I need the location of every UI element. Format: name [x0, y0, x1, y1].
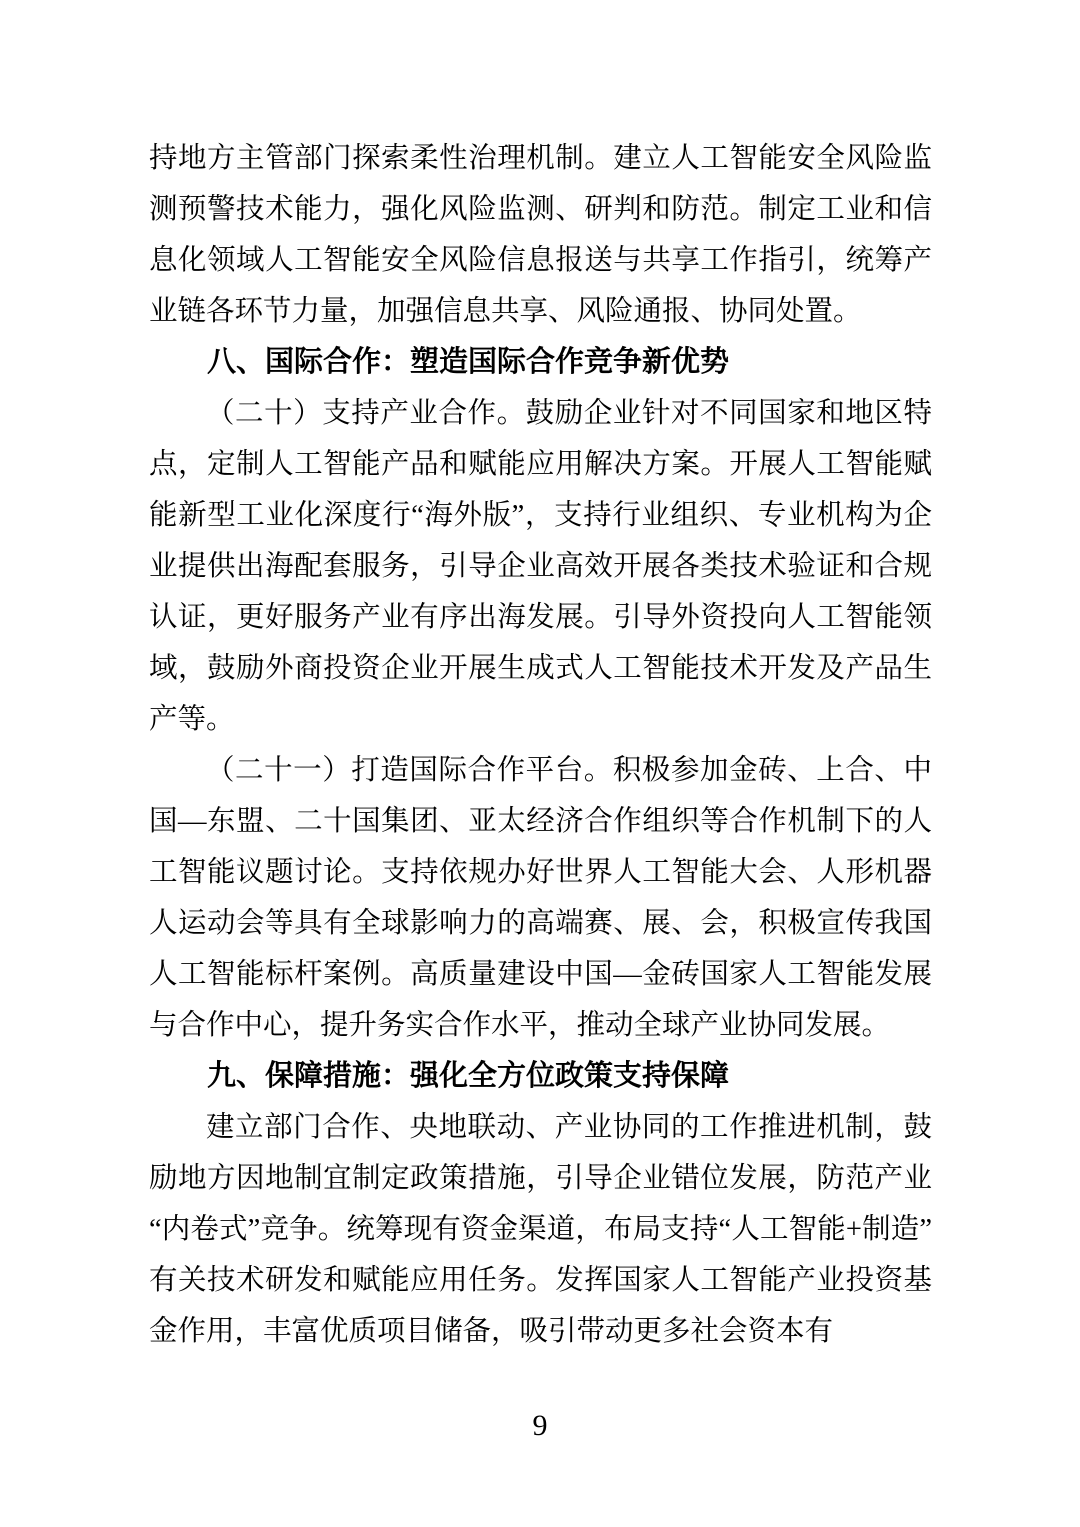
text-column: [149, 133, 932, 1357]
section-heading-9-safeguard-measures: 九、保障措施：强化全方位政策支持保障: [207, 1060, 730, 1092]
paragraph-item-21: （二十一）打造国际合作平台。积极参加金砖、上合、中国—东盟、二十国集团、亚太经济合作组织等合作机制下的人工智能议题讨论。支持依规办好世界人工智能大会、人形机器人运动会等具有全球影响力的高端赛、展、会，积极宣传我国人工智能标杆案例。高质量建设中国—金砖国家人工智能发展与合作中心，提升务实合作水平，推动全球产业协同发展。: [149, 755, 932, 1041]
paragraph-safeguards: 建立部门合作、央地联动、产业协同的工作推进机制，鼓励地方因地制宜制定政策措施，引导企业错位发展，防范产业“内卷式”竞争。统筹现有资金渠道，布局支持“人工智能+制造”有关技术研发和赋能应用任务。发挥国家人工智能产业投资基金作用，丰富优质项目储备，吸引带动更多社会资本有: [149, 1112, 932, 1347]
paragraph-item-20: （二十）支持产业合作。鼓励企业针对不同国家和地区特点，定制人工智能产品和赋能应用解决方案。开展人工智能赋能新型工业化深度行“海外版”，支持行业组织、专业机构为企业提供出海配套服务，引导企业高效开展各类技术验证和合规认证，更好服务产业有序出海发展。引导外资投向人工智能领域，鼓励外商投资企业开展生成式人工智能技术开发及产品生产等。: [149, 398, 932, 735]
section-heading-8-international-cooperation: 八、国际合作：塑造国际合作竞争新优势: [207, 346, 730, 378]
page-number: 9: [532, 1409, 548, 1442]
paragraph-continuation: 持地方主管部门探索柔性治理机制。建立人工智能安全风险监测预警技术能力，强化风险监测、研判和防范。制定工业和信息化领域人工智能安全风险信息报送与共享工作指引，统筹产业链各环节力量，加强信息共享、风险通报、协同处置。: [149, 143, 932, 327]
